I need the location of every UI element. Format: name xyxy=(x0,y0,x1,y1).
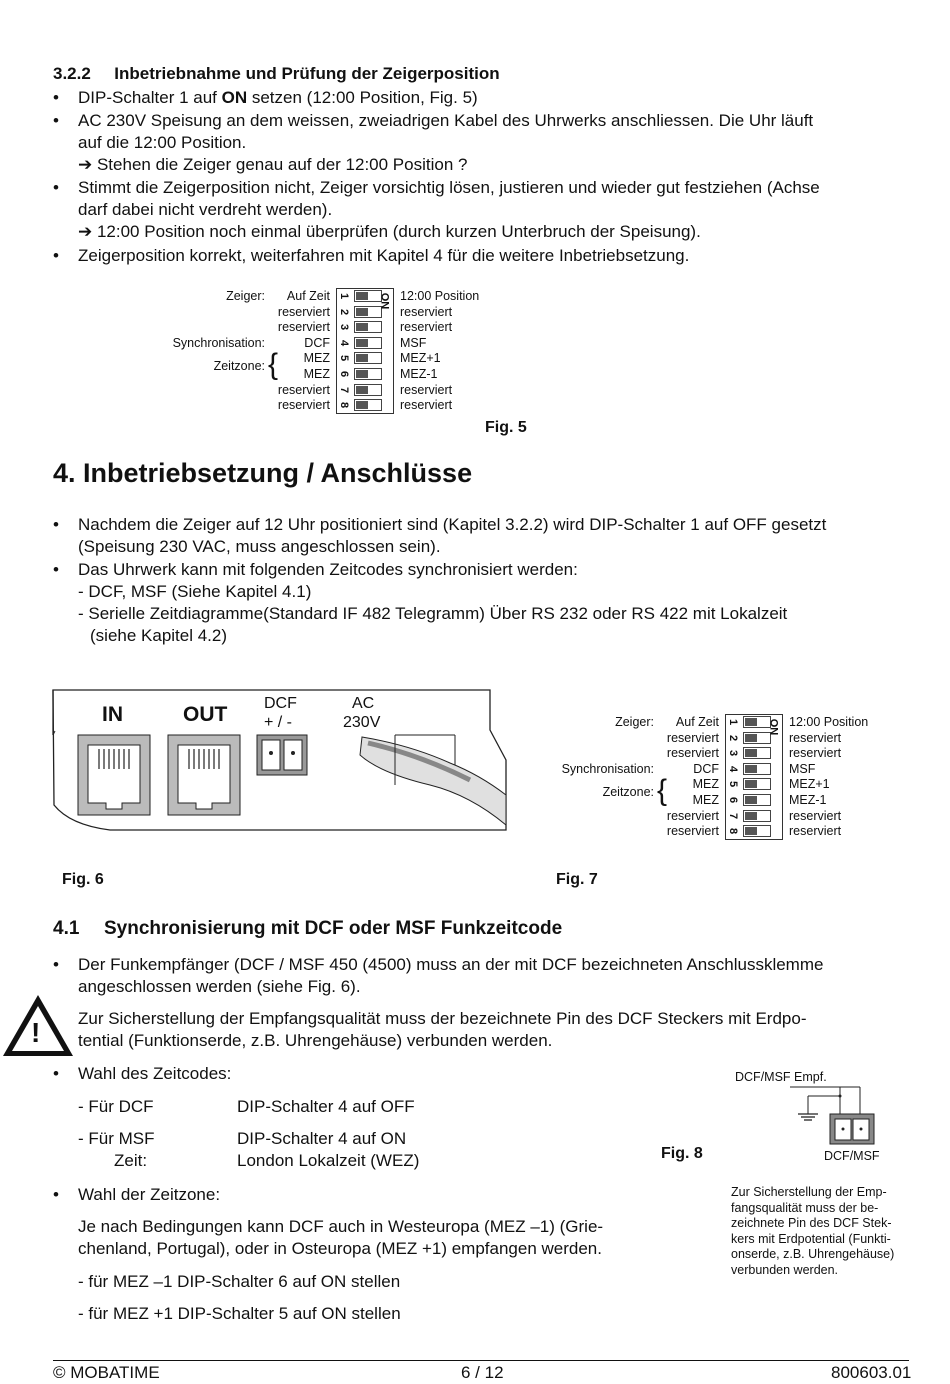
list-item: • Der Funkempfänger (DCF / MSF 450 (4500) muss an der mit DCF bezeichneten Anschlussklemme angeschlossen werden (siehe Fig. 6). xyxy=(53,955,824,996)
list-item: • Nachdem die Zeiger auf 12 Uhr positioniert sind (Kapitel 3.2.2) wird DIP-Schalter 1 auf OFF gesetzt (Speisung 230 VAC, muss angeschlossen sein). xyxy=(53,515,827,556)
dcf-setting-value: DIP-Schalter 4 auf OFF xyxy=(237,1097,415,1116)
dcf-polarity-label: + / - xyxy=(264,714,293,731)
on-label: ON xyxy=(378,292,391,310)
dip-on-label: MEZ-1 xyxy=(400,367,438,381)
label-zeiger: Zeiger: xyxy=(226,289,265,303)
zeitzone-paragraph: Je nach Bedingungen kann DCF auch in Westeuropa (MEZ –1) (Grie- chenland, Portugal), oder in Osteuropa (MEZ +1) empfangen werden. xyxy=(78,1217,604,1258)
dip-switch-number: 2 xyxy=(727,734,739,741)
dip-switch-number: 8 xyxy=(727,828,739,835)
ground-connection-diagram xyxy=(790,1086,880,1156)
ac-voltage-label: 230V xyxy=(343,714,381,731)
figure-caption: Fig. 8 xyxy=(661,1145,703,1162)
dip-on-label: MSF xyxy=(789,761,816,776)
dip-off-label: reserviert xyxy=(277,398,330,413)
fig8-note: Zur Sicherstellung der Emp- fangsqualität muss der be- zeichnete Pin des DCF Stek- kers mit Erdpotential (Funkti- onserde, z.B. Uhrengehäuse) verbunden werden. xyxy=(731,1185,895,1277)
dip-off-label: reserviert xyxy=(666,730,719,745)
dip-switch xyxy=(743,825,771,837)
dip-switch xyxy=(743,794,771,806)
dip-off-label: reserviert xyxy=(666,808,719,823)
dip-switch-number: 1 xyxy=(338,292,350,300)
dcf-label: DCF xyxy=(264,695,297,712)
dip-switch-number: 4 xyxy=(338,339,350,346)
warning-text: Zur Sicherstellung der Empfangsqualität muss der bezeichnete Pin des DCF Steckers mit Erdpo- tential (Funktionserde, z.B. Uhrengehäuse) verbunden werden. xyxy=(78,1009,807,1050)
section-heading-322 xyxy=(53,63,500,85)
dip-on-label: reserviert xyxy=(400,304,453,319)
dip-switch-number: 2 xyxy=(338,308,350,315)
list-item: • Das Uhrwerk kann mit folgenden Zeitcodes synchronisiert werden: - DCF, MSF (Siehe Kapitel 4.1) - Serielle Zeitdiagramme(Standard IF 482 Telegramm) Über RS 232 oder RS 422 mit Lokalzeit (siehe Kapitel 4.2) xyxy=(53,560,788,645)
dip-on-label: reserviert xyxy=(400,320,453,335)
dcf-setting-key: - Für DCF xyxy=(78,1097,154,1116)
dip-switch-number: 5 xyxy=(727,781,739,788)
dip-switch-figure-7 xyxy=(549,714,889,842)
dip-off-label: MEZ xyxy=(692,777,719,792)
dip-on-label: reserviert xyxy=(789,746,842,761)
fig8-bottom-label: DCF/MSF xyxy=(824,1149,880,1163)
label-zeiger: Zeiger: xyxy=(615,715,654,729)
brace-icon: { xyxy=(268,348,279,381)
heading-text: Inbetriebnahme und Prüfung der Zeigerposition xyxy=(114,64,500,83)
dip-switch xyxy=(743,810,771,822)
warning-symbol: ! xyxy=(31,1017,41,1048)
chapter-title: 4. Inbetriebsetzung / Anschlüsse xyxy=(53,458,473,488)
dip-on-label: MEZ+1 xyxy=(400,351,441,366)
dip-on-label: reserviert xyxy=(400,382,453,397)
dip-switch-number: 1 xyxy=(727,718,739,726)
dip-switch-number: 8 xyxy=(338,402,350,409)
dip-switch xyxy=(743,763,771,775)
dip-off-label: DCF xyxy=(693,761,719,776)
footer-page: 6 / 12 xyxy=(461,1363,504,1382)
dip-off-label: MEZ xyxy=(692,793,719,807)
label-synchronisation: Synchronisation: xyxy=(172,336,265,350)
label-zeitzone: Zeitzone: xyxy=(602,785,654,799)
zeit-setting-key: Zeit: xyxy=(114,1151,148,1170)
footer-rule xyxy=(53,1360,909,1361)
dip-on-label: reserviert xyxy=(789,730,842,745)
dip-on-label: MEZ-1 xyxy=(789,793,827,807)
mez-minus-setting: - für MEZ –1 DIP-Schalter 6 auf ON stellen xyxy=(78,1272,401,1291)
list-item: • Stimmt die Zeigerposition nicht, Zeiger vorsichtig lösen, justieren und wieder gut festziehen (Achse darf dabei nicht verdreht werden). ➔ 12:00 Position noch einmal überprüfen (durch kurzen Unterbruch der Speisung). xyxy=(53,178,820,241)
dip-on-label: reserviert xyxy=(789,808,842,823)
dip-switch xyxy=(354,399,382,411)
dip-switch-number: 4 xyxy=(727,765,739,772)
list-item: • AC 230V Speisung an dem weissen, zweiadrigen Kabel des Uhrwerks anschliessen. Die Uhr läuft auf die 12:00 Position. ➔ Stehen die Zeiger genau auf der 12:00 Position ? xyxy=(53,111,814,174)
dip-switch xyxy=(354,368,382,380)
dip-switch-number: 5 xyxy=(338,355,350,362)
label-synchronisation: Synchronisation: xyxy=(561,762,654,776)
dip-off-label: reserviert xyxy=(666,746,719,761)
dip-switch-number: 7 xyxy=(338,386,350,393)
ac-label: AC xyxy=(352,695,375,712)
figure-caption: Fig. 6 xyxy=(62,871,104,888)
dip-switch xyxy=(743,747,771,759)
list-item: • Wahl der Zeitzone: xyxy=(53,1185,221,1204)
dip-off-label: MEZ xyxy=(303,351,330,366)
dip-on-label: 12:00 Position xyxy=(400,289,480,303)
mez-plus-setting: - für MEZ +1 DIP-Schalter 5 auf ON stellen xyxy=(78,1304,401,1323)
dip-switch xyxy=(354,352,382,364)
jack-in-label: IN xyxy=(102,703,123,726)
list-item: • Wahl des Zeitcodes: xyxy=(53,1064,232,1083)
list-item: • Zeigerposition korrekt, weiterfahren mit Kapitel 4 für die weitere Inbetriebsetzung. xyxy=(53,246,690,265)
msf-setting-value: DIP-Schalter 4 auf ON xyxy=(237,1129,407,1148)
dip-off-label: reserviert xyxy=(666,824,719,839)
dip-on-label: reserviert xyxy=(400,398,453,413)
dip-on-label: 12:00 Position xyxy=(789,715,869,729)
dip-switch xyxy=(354,321,382,333)
heading-text: Synchronisierung mit DCF oder MSF Funkzeitcode xyxy=(103,918,563,939)
dip-switch xyxy=(354,337,382,349)
msf-setting-key: - Für MSF xyxy=(78,1129,155,1148)
brace-icon: { xyxy=(657,774,668,807)
heading-number: 3.2.2 xyxy=(53,64,91,83)
fig8-top-label: DCF/MSF Empf. xyxy=(735,1070,827,1084)
dip-switch-number: 6 xyxy=(727,796,739,804)
dip-off-label: reserviert xyxy=(277,320,330,335)
label-zeitzone: Zeitzone: xyxy=(213,359,265,373)
footer-left: © MOBATIME xyxy=(53,1363,160,1382)
dip-switch-figure-5 xyxy=(160,288,500,416)
dip-on-label: MEZ+1 xyxy=(789,777,830,792)
section-heading-41 xyxy=(53,917,562,941)
dip-off-label: reserviert xyxy=(277,382,330,397)
list-item: • DIP-Schalter 1 auf ON setzen (12:00 Position, Fig. 5) xyxy=(53,88,478,107)
figure-caption: Fig. 7 xyxy=(556,871,598,888)
dip-off-label: MEZ xyxy=(303,367,330,381)
dip-off-label: DCF xyxy=(304,335,330,350)
dip-off-label: Auf Zeit xyxy=(286,289,330,303)
dip-off-label: reserviert xyxy=(277,304,330,319)
figure-caption: Fig. 5 xyxy=(485,419,527,436)
dip-switch xyxy=(743,778,771,790)
footer-right: 800603.01 xyxy=(831,1363,912,1382)
dip-switch-number: 6 xyxy=(338,370,350,378)
on-label: ON xyxy=(767,718,780,736)
dip-switch-number: 7 xyxy=(727,812,739,819)
dip-on-label: reserviert xyxy=(789,824,842,839)
dip-on-label: MSF xyxy=(400,335,427,350)
zeit-setting-value: London Lokalzeit (WEZ) xyxy=(237,1151,420,1170)
dip-switch-number: 3 xyxy=(338,324,350,331)
dip-switch-number: 3 xyxy=(727,750,739,757)
dip-off-label: Auf Zeit xyxy=(675,715,719,729)
jack-out-label: OUT xyxy=(183,703,228,726)
heading-number: 4.1 xyxy=(53,918,80,939)
dip-switch xyxy=(354,384,382,396)
